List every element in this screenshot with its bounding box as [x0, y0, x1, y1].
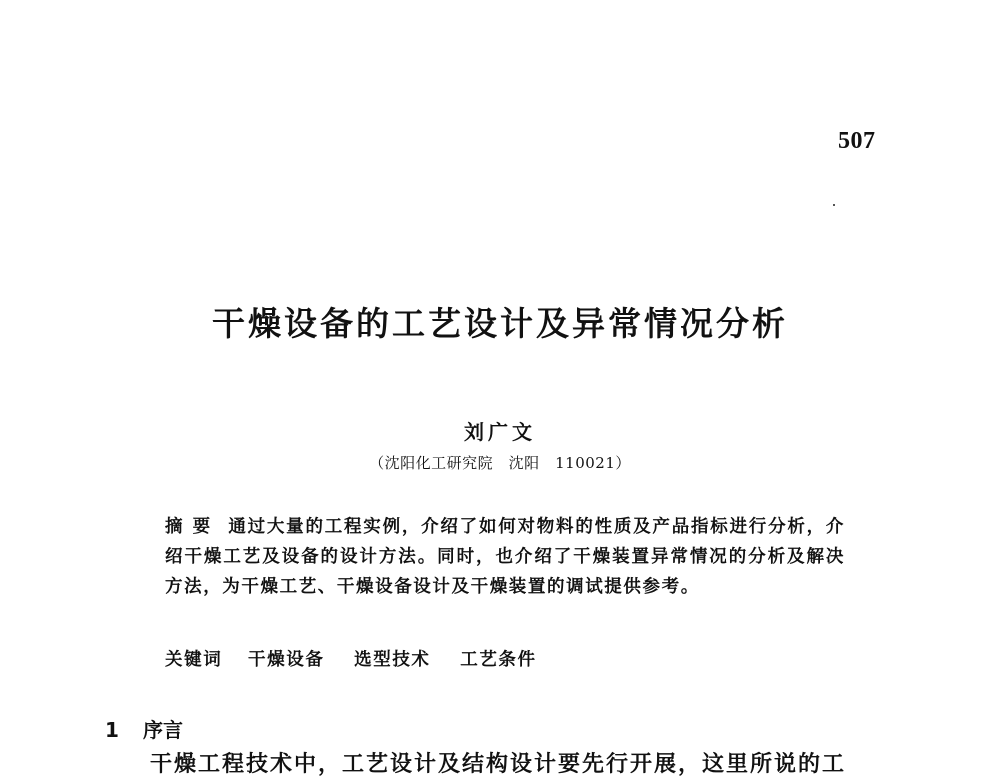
scan-speck — [833, 204, 835, 206]
keywords — [165, 646, 559, 671]
keywords-label: 关键词 — [165, 650, 223, 670]
section-heading — [105, 714, 183, 743]
section-number: 1 — [105, 718, 119, 742]
keyword-item: 选型技术 — [354, 650, 431, 670]
author-name: 刘广文 — [464, 420, 536, 444]
abstract-label: 摘要 — [165, 517, 221, 537]
keyword-item: 工艺条件 — [460, 650, 537, 670]
section-title: 序言 — [143, 718, 183, 742]
abstract-text: 通过大量的工程实例，介绍了如何对物料的性质及产品指标进行分析，介绍干燥工艺及设备的设计方法。同时，也介绍了干燥装置异常情况的分析及解决方法，为干燥工艺、干燥设备设计及干燥装置的调试提供参考。 — [165, 517, 846, 597]
body-paragraph: 干燥工程技术中，工艺设计及结构设计要先行开展，这里所说的工 — [150, 751, 847, 777]
paper-title: 干燥设备的工艺设计及异常情况分析 — [212, 304, 788, 343]
author-affiliation: （沈阳化工研究院 沈阳 110021） — [369, 454, 631, 472]
abstract — [165, 512, 845, 602]
keyword-item: 干燥设备 — [248, 650, 325, 670]
page-number: 507 — [838, 128, 876, 154]
